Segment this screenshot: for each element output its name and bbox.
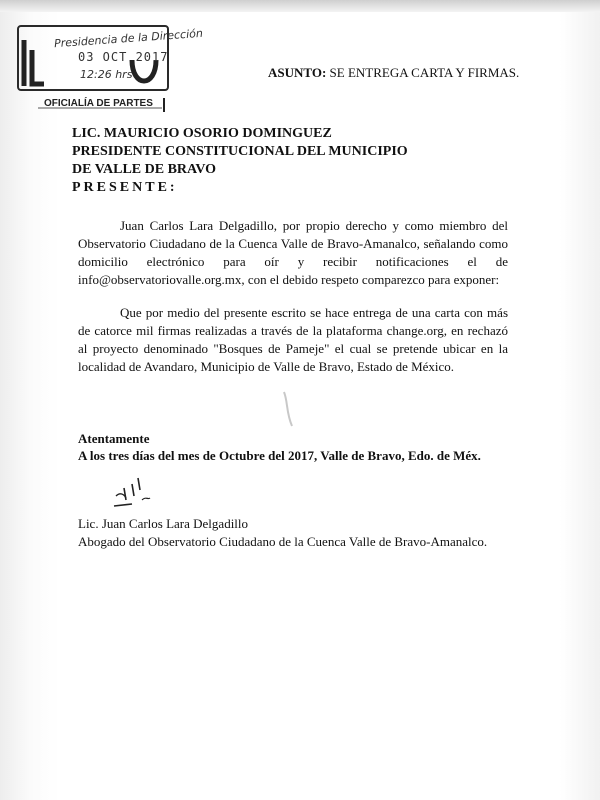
addressee-block — [72, 125, 408, 197]
stamp-time: 12:26 hrs — [80, 68, 133, 81]
signer-block — [78, 515, 487, 551]
stamp-date: 03 OCT 2017 — [78, 50, 169, 64]
stamp-handwriting: Presidencia de la Dirección — [53, 26, 204, 51]
body-paragraph-2: Que por medio del presente escrito se hace entrega de una carta con más de catorce mil firmas realizadas a través de la plataforma change.org, en rechazó al proyecto denominado "Bosques de Pameje" el cual se pretende ubicar en la localidad de Avandaro, Municipio de Valle de Bravo, Estado de México. — [78, 305, 508, 374]
scan-smudge — [278, 390, 298, 430]
addressee-municipality: DE VALLE DE BRAVO — [72, 162, 217, 177]
closing-dateline: A los tres días del mes de Octubre del 2017, Valle de Bravo, Edo. de Méx. — [78, 448, 481, 463]
closing-salutation: Atentamente — [78, 431, 150, 446]
handwritten-signature — [86, 470, 176, 514]
addressee-name: LIC. MAURICIO OSORIO DOMINGUEZ — [72, 126, 332, 141]
scan-top-edge — [0, 0, 600, 12]
signer-title: Abogado del Observatorio Ciudadano de la Cuenca Valle de Bravo-Amanalco. — [78, 534, 488, 549]
subject-text: SE ENTREGA CARTA Y FIRMAS. — [329, 65, 520, 80]
closing-block — [78, 430, 481, 464]
reception-stamp — [14, 20, 204, 110]
stamp-office: OFICIALÍA DE PARTES — [44, 98, 153, 109]
addressee-presente: PRESENTE: — [72, 180, 178, 195]
body-paragraph-1: Juan Carlos Lara Delgadillo, por propio derecho y como miembro del Observatorio Ciudadano de la Cuenca Valle de Bravo-Amanalco, señalando como domicilio electrónico para oír y recibir notificaciones el de info@observatoriovalle.org.mx, con el debido respeto comparezco para exponer: — [78, 218, 508, 287]
signer-name: Lic. Juan Carlos Lara Delgadillo — [78, 516, 249, 531]
subject-label: ASUNTO: — [268, 65, 327, 80]
addressee-title: PRESIDENTE CONSTITUCIONAL DEL MUNICIPIO — [72, 144, 408, 159]
subject-line — [268, 65, 519, 81]
